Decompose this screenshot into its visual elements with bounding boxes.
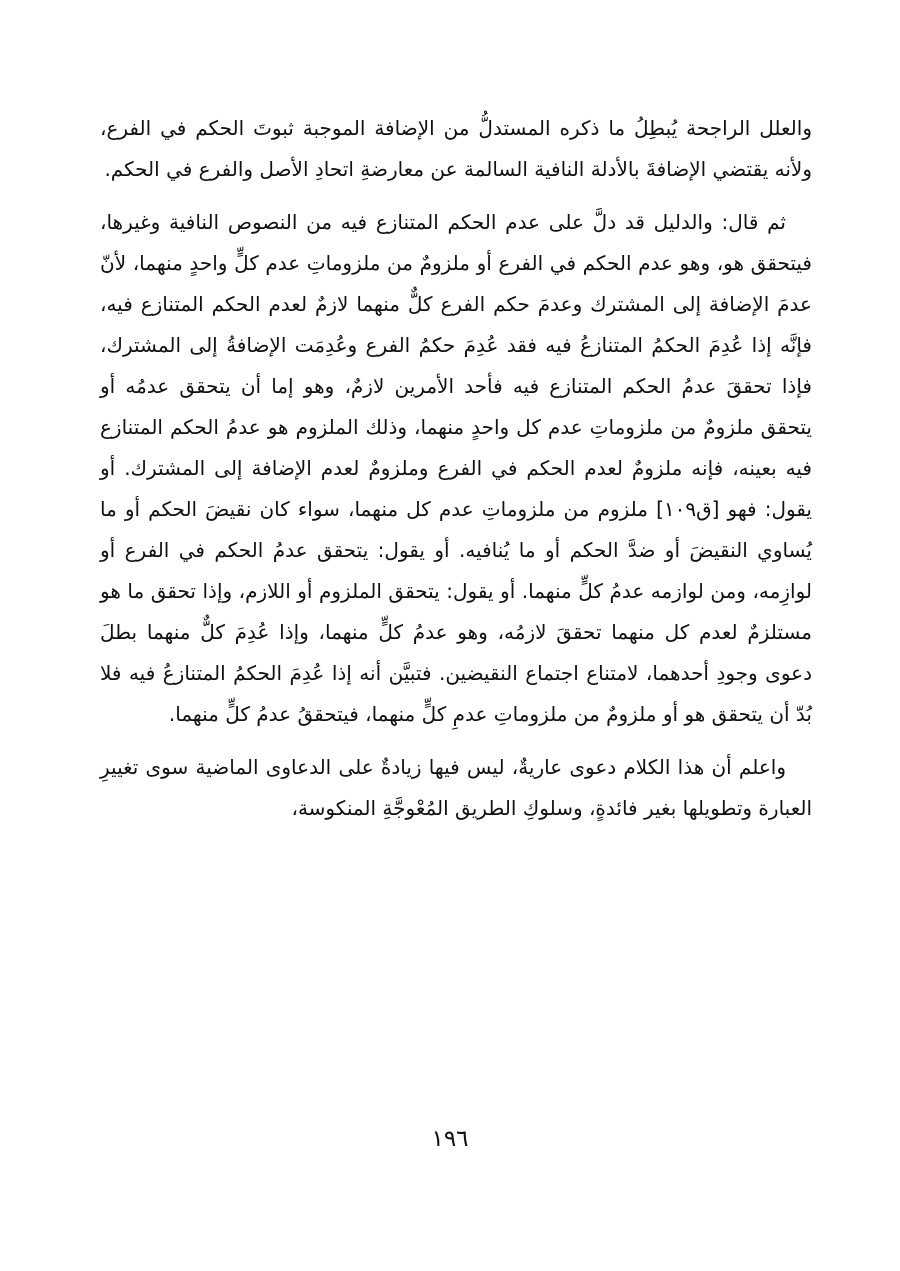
page-number: ١٩٦ <box>431 1126 469 1152</box>
paragraph-spacer <box>100 190 812 202</box>
paragraph-spacer <box>100 735 812 747</box>
paragraph-1: والعلل الراجحة يُبطِلُ ما ذكره المستدلُّ من الإضافة الموجبة ثبوتَ الحكم في الفرع، ولأنه يقتضي الإضافةَ بالأدلة النافية السالمة عن معارضةِ اتحادِ الأصل والفرع في الحكم. <box>100 116 812 181</box>
paragraph-3: واعلم أن هذا الكلام دعوى عاريةٌ، ليس فيها زيادةٌ على الدعاوى الماضية سوى تغييرِ العبارة وتطويلها بغير فائدةٍ، وسلوكِ الطريق المُعْوجَّةِ المنكوسة، <box>100 755 812 820</box>
body-text <box>100 108 812 829</box>
paragraph-2: ثم قال: والدليل قد دلَّ على عدم الحكم المتنازع فيه من النصوص النافية وغيرها، فيتحقق هو، وهو عدم الحكم في الفرع أو ملزومٌ من ملزوماتِ عدم كلٍّ واحدٍ منهما، لأنّ عدمَ الإضافة إلى المشترك وعدمَ حكم الفرع كلٌّ منهما لازمٌ لعدم الحكم المتنازع فيه، فإنَّه إذا عُدِمَ الحكمُ المتنازعُ فيه فقد عُدِمَ حكمُ الفرع وعُدِمَت الإضافةُ إلى المشترك، فإذا تحققَ عدمُ الحكم المتنازع فيه فأحد الأمرين لازمٌ، وهو إما أن يتحقق عدمُه أو يتحقق ملزومٌ من ملزوماتِ عدم كل واحدٍ منهما، وذلك الملزوم هو عدمُ الحكم المتنازع فيه بعينه، فإنه ملزومٌ لعدم الحكم في الفرع وملزومٌ لعدم الإضافة إلى المشترك. أو يقول: فهو [ق١٠٩] ملزوم من ملزوماتِ عدم كل منهما، سواء كان نقيضَ الحكم أو ما يُساوي النقيضَ أو ضدَّ الحكم أو ما يُنافيه. أو يقول: يتحقق عدمُ الحكم في الفرع أو لوازِمه، ومن لوازمه عدمُ كلٍّ منهما. أو يقول: يتحقق الملزوم أو اللازم، وإذا تحقق ما هو مستلزمٌ لعدم كل منهما تحققَ لازمُه، وهو عدمُ كلٍّ منهما، وإذا عُدِمَ كلٌّ منهما بطلَ دعوى وجودِ أحدهما، لامتناع اجتماع النقيضين. فتبيَّن أنه إذا عُدِمَ الحكمُ المتنازعُ فيه فلا بُدّ أن يتحقق هو أو ملزومٌ من ملزوماتِ عدمِ كلٍّ منهما، فيتحققُ عدمُ كلٍّ منهما. <box>100 210 812 726</box>
